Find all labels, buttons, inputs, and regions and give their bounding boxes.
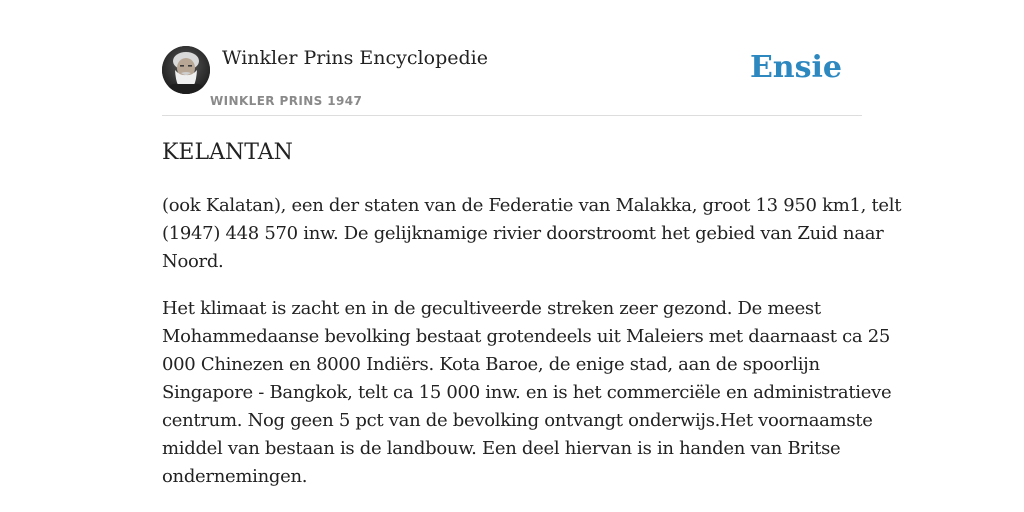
avatar-image	[162, 46, 210, 94]
paragraph-line: centrum. Nog geen 5 pct van de bevolking ontvangt onderwijs.Het voornaamste	[162, 410, 873, 431]
article-title: KELANTAN	[162, 140, 293, 165]
bearded-man-portrait-icon[interactable]	[162, 46, 210, 94]
source-edition-label[interactable]: WINKLER PRINS 1947	[210, 94, 363, 108]
paragraph-line: Noord.	[162, 251, 224, 272]
ensie-logo-link[interactable]: Ensie	[749, 50, 842, 85]
paragraph-line: ondernemingen.	[162, 466, 308, 487]
paragraph-line: Singapore - Bangkok, telt ca 15 000 inw. en is het commerciële en administratieve	[162, 382, 892, 403]
paragraph-line: Mohammedaanse bevolking bestaat grotendeels uit Maleiers met daarnaast ca 25	[162, 326, 891, 347]
paragraph-line: 000 Chinezen en 8000 Indiërs. Kota Baroe, de enige stad, aan de spoorlijn	[162, 354, 820, 375]
paragraph-line: middel van bestaan is de landbouw. Een deel hiervan is in handen van Britse	[162, 438, 841, 459]
paragraph-line: (ook Kalatan), een der staten van de Federatie van Malakka, groot 13 950 km1, telt	[162, 195, 902, 216]
article-paragraph-2	[162, 295, 892, 491]
article-header	[162, 46, 862, 116]
header-divider	[162, 115, 862, 116]
paragraph-line: Het klimaat is zacht en in de gecultiveerde streken zeer gezond. De meest	[162, 298, 821, 319]
article-paragraph-1	[162, 192, 902, 276]
paragraph-line: (1947) 448 570 inw. De gelijknamige rivier doorstroomt het gebied van Zuid naar	[162, 223, 884, 244]
source-name[interactable]: Winkler Prins Encyclopedie	[222, 47, 488, 69]
